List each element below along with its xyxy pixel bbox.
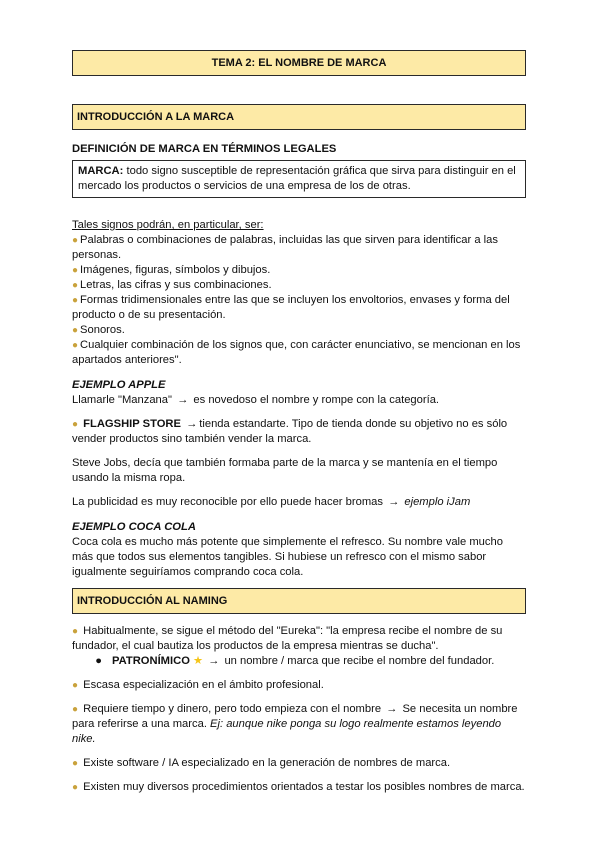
bullet-icon: ●: [72, 295, 79, 306]
list-item: ● Cualquier combinación de los signos que, con carácter enunciativo, se mencionan en los apartados anteriores".: [72, 339, 521, 366]
definition-text: todo signo susceptible de representación gráfica que sirva para distinguir en el mercado los productos o servicios de una empresa de los de otras.: [78, 165, 516, 192]
document-title: TEMA 2: EL NOMBRE DE MARCA: [72, 50, 526, 76]
apple-paragraph: Llamarle "Manzana" → es novedoso el nombre y rompe con la categoría.: [72, 394, 440, 406]
publicidad-paragraph: La publicidad es muy reconocible por ello puede hacer bromas → ejemplo iJam: [72, 496, 471, 508]
bullet-icon: ●: [72, 626, 79, 637]
definition-term: MARCA:: [78, 165, 124, 177]
document-page: [72, 50, 526, 795]
coca-paragraph: Coca cola es mucho más potente que simplemente el refresco. Su nombre vale mucho más que todos sus elementos tangibles. Si hubiese un refresco con el mismo sabor igualmente seguiríamos comprando coca cola.: [72, 536, 503, 578]
list-item: ● Sonoros.: [72, 324, 125, 336]
bullet-icon: ●: [72, 680, 79, 691]
jobs-paragraph: Steve Jobs, decía que también formaba parte de la marca y se mantenía en el tiempo usando la misma ropa.: [72, 457, 498, 484]
bullet-icon: ●: [72, 280, 79, 291]
tiempo-paragraph: ● Requiere tiempo y dinero, pero todo empieza con el nombre → Se necesita un nombre para referirse a una marca. Ej: aunque nike ponga su logo realmente estamos leyendo nike.: [72, 703, 518, 745]
bullet-icon: ●: [72, 265, 79, 276]
bullet-icon: ●: [72, 704, 79, 715]
bullet-icon: ●: [72, 325, 79, 336]
list-intro: Tales signos podrán, en particular, ser:: [72, 219, 264, 231]
section-heading-naming: INTRODUCCIÓN AL NAMING: [72, 588, 526, 614]
subheading-definicion: DEFINICIÓN DE MARCA EN TÉRMINOS LEGALES: [72, 143, 337, 155]
bullet-icon: ●: [72, 782, 79, 793]
procedimientos-paragraph: ● Existen muy diversos procedimientos orientados a testar los posibles nombres de marca.: [72, 781, 525, 793]
flagship-paragraph: ● FLAGSHIP STORE → tienda estandarte. Tipo de tienda donde su objetivo no es sólo vender productos sino también vender la marca.: [72, 418, 508, 445]
bullet-icon: ●: [72, 340, 79, 351]
coca-heading: EJEMPLO COCA COLA: [72, 521, 196, 533]
flagship-term: FLAGSHIP STORE: [83, 418, 181, 430]
bullet-icon: ●: [72, 758, 79, 769]
especializacion-paragraph: ● Escasa especialización en el ámbito profesional.: [72, 679, 324, 691]
arrow-right-icon: →: [177, 394, 189, 406]
definition-box: [72, 160, 526, 198]
list-item: ● Palabras o combinaciones de palabras, incluidas las que sirven para identificar a las personas.: [72, 234, 498, 261]
software-paragraph: ● Existe software / IA especializado en la generación de nombres de marca.: [72, 757, 451, 769]
arrow-right-icon: →: [386, 703, 398, 715]
arrow-right-icon: →: [186, 418, 198, 430]
bullet-icon: ●: [72, 419, 79, 430]
arrow-right-icon: →: [388, 496, 400, 508]
patronimico-item: ● PATRONÍMICO ★ → un nombre / marca que recibe el nombre del fundador.: [72, 654, 526, 669]
list-item: ● Letras, las cifras y sus combinaciones.: [72, 279, 272, 291]
bullet-icon: ●: [95, 655, 102, 667]
list-item: ● Imágenes, figuras, símbolos y dibujos.: [72, 264, 271, 276]
eureka-paragraph: ● Habitualmente, se sigue el método del "Eureka": "la empresa recibe el nombre de su fundador, el cual bautiza los productos de la empresa mientras se ducha".: [72, 625, 503, 652]
bullet-icon: ●: [72, 235, 79, 246]
arrow-right-icon: →: [208, 655, 220, 667]
apple-heading: EJEMPLO APPLE: [72, 379, 166, 391]
list-item: ● Formas tridimensionales entre las que se incluyen los envoltorios, envases y forma del producto o de su presentación.: [72, 294, 510, 321]
star-icon: ★: [193, 655, 204, 667]
section-heading-marca: INTRODUCCIÓN A LA MARCA: [72, 104, 526, 130]
